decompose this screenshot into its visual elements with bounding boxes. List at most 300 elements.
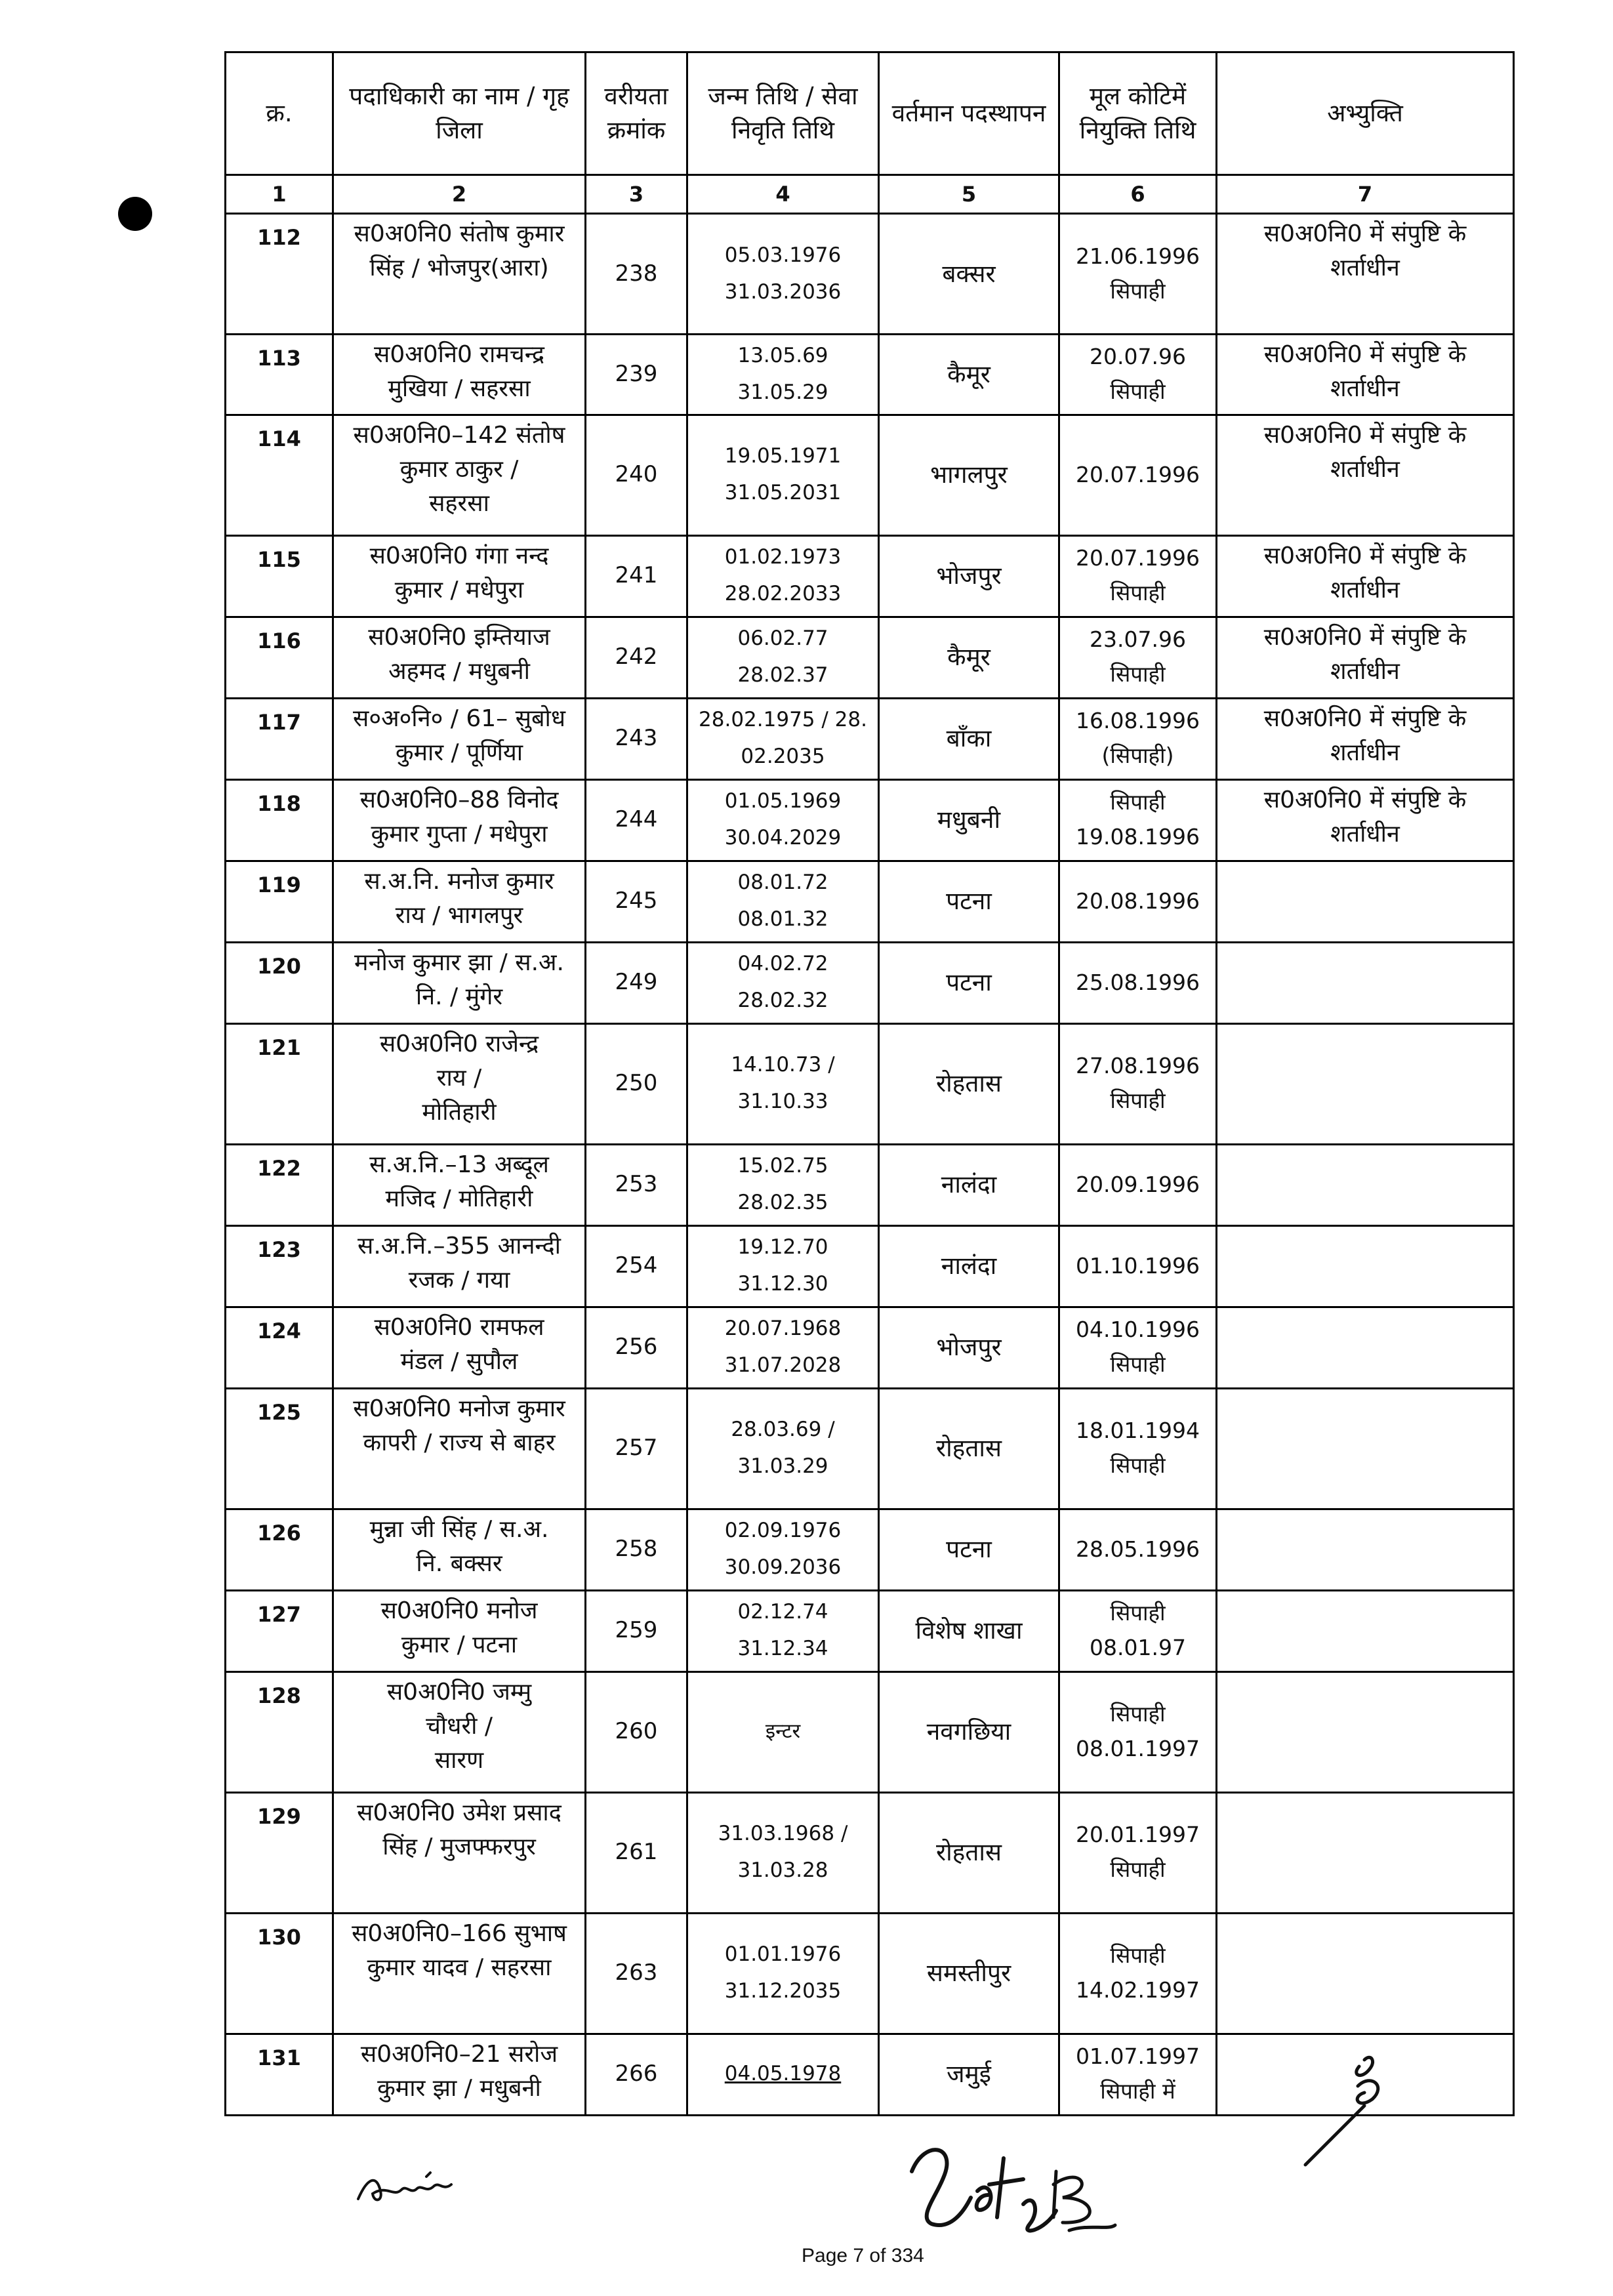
table-row <box>226 1388 1514 1509</box>
serial-number-line: 117 <box>257 709 301 735</box>
officer-name-line: सहरसा <box>429 489 489 517</box>
officer-name <box>333 1388 586 1509</box>
remark <box>1217 214 1514 335</box>
serial-number <box>226 1307 333 1388</box>
appointment-date-line: सिपाही <box>1110 1856 1166 1883</box>
serial-number <box>226 1144 333 1225</box>
dob-retirement-line: 28.02.1975 / 28. <box>699 708 867 732</box>
seniority-number <box>586 535 687 617</box>
col-header-seniority: वरीयता क्रमांक <box>586 52 687 175</box>
dob-retirement-line: 13.05.69 <box>737 344 828 367</box>
seniority-number-line: 259 <box>615 1617 658 1644</box>
serial-number-line: 119 <box>257 872 301 897</box>
remark <box>1217 1023 1514 1144</box>
current-posting <box>879 698 1059 779</box>
appointment-date-line: सिपाही <box>1110 580 1166 606</box>
officer-name-line: चौधरी / <box>426 1712 493 1740</box>
seniority-number-line: 256 <box>615 1334 658 1361</box>
officer-name-line: स0अ0नि0 मनोज <box>380 1597 538 1624</box>
seniority-number-line: 238 <box>615 260 658 287</box>
appointment-date <box>1059 1307 1217 1388</box>
seniority-number <box>586 335 687 415</box>
appointment-date-line: 04.10.1996 <box>1076 1317 1200 1343</box>
current-posting-line: रोहतास <box>935 1838 1002 1867</box>
current-posting-line: कैमूर <box>947 359 990 388</box>
appointment-date-line: 25.08.1996 <box>1076 969 1200 995</box>
serial-number <box>226 942 333 1023</box>
officer-name-line: स0अ0नि0 गंगा नन्द <box>369 542 549 569</box>
appointment-date-line: 21.06.1996 <box>1076 243 1200 269</box>
serial-number-line: 130 <box>257 1924 301 1950</box>
officer-name-line: सिंह / मुजफ्फरपुर <box>382 1833 536 1860</box>
dob-retirement-line: 20.07.1968 <box>724 1317 842 1341</box>
serial-number-line: 118 <box>257 790 301 816</box>
dob-retirement-line: 28.02.37 <box>737 663 828 687</box>
current-posting <box>879 1023 1059 1144</box>
remark <box>1217 698 1514 779</box>
col-number: 7 <box>1217 175 1514 214</box>
current-posting-line: भोजपुर <box>936 562 1002 590</box>
serial-number <box>226 1671 333 1792</box>
seniority-number <box>586 942 687 1023</box>
current-posting-line: नवगछिया <box>926 1717 1011 1746</box>
col-number: 4 <box>687 175 879 214</box>
dob-retirement-line: 31.10.33 <box>737 1090 828 1114</box>
serial-number-line: 123 <box>257 1237 301 1262</box>
officer-name-line: मंडल / सुपौल <box>400 1347 518 1375</box>
serial-number <box>226 1023 333 1144</box>
col-number: 3 <box>586 175 687 214</box>
appointment-date-line: 23.07.96 <box>1090 626 1186 653</box>
seniority-number <box>586 1792 687 1913</box>
dob-retirement <box>687 1144 879 1225</box>
appointment-date-line: सिपाही <box>1110 789 1166 815</box>
appointment-date-line: 20.01.1997 <box>1076 1822 1200 1848</box>
current-posting-line: नालंदा <box>941 1170 997 1199</box>
seniority-number <box>586 1225 687 1307</box>
seniority-number <box>586 1388 687 1509</box>
appointment-date <box>1059 1388 1217 1509</box>
seniority-number <box>586 779 687 861</box>
dob-retirement-line: 19.12.70 <box>737 1235 828 1260</box>
col-header-name: पदाधिकारी का नाम / गृह जिला <box>333 52 586 175</box>
dob-retirement-line: 31.12.34 <box>737 1637 828 1661</box>
remark <box>1217 617 1514 698</box>
serial-number <box>226 2034 333 2115</box>
dob-retirement-line: 04.05.1978 <box>724 2062 842 2086</box>
dob-retirement <box>687 1671 879 1792</box>
appointment-date-line: सिपाही <box>1110 1701 1166 1727</box>
dob-retirement <box>687 698 879 779</box>
dob-retirement <box>687 1509 879 1590</box>
officer-name-line: स0अ0नि0 रामचन्द्र <box>374 341 544 368</box>
serial-number <box>226 1225 333 1307</box>
dob-retirement <box>687 535 879 617</box>
officer-name-line: स.अ.नि.–13 अब्दूल <box>369 1151 549 1178</box>
remark-line: शर्ताधीन <box>1330 657 1400 685</box>
officer-name-line: कुमार गुप्ता / मधेपुरा <box>371 820 548 848</box>
seniority-number <box>586 698 687 779</box>
officer-name-line: स0अ0नि0 इम्तियाज <box>368 623 550 651</box>
current-posting <box>879 861 1059 942</box>
current-posting <box>879 617 1059 698</box>
dob-retirement <box>687 1388 879 1509</box>
col-header-appointment: मूल कोटिमें नियुक्ति तिथि <box>1059 52 1217 175</box>
remark-line: स0अ0नि0 में संपुष्टि के <box>1263 341 1467 368</box>
dob-retirement <box>687 1792 879 1913</box>
serial-number <box>226 698 333 779</box>
remark-line: स0अ0नि0 में संपुष्टि के <box>1263 705 1467 732</box>
current-posting-line: बाँका <box>946 724 992 753</box>
serial-number <box>226 1913 333 2034</box>
dob-retirement-line: 06.02.77 <box>737 626 828 651</box>
serial-number-line: 122 <box>257 1155 301 1181</box>
officer-name-line: मोतिहारी <box>422 1098 497 1126</box>
officer-name-line: कुमार यादव / सहरसा <box>367 1954 552 1981</box>
dob-retirement-line: 14.10.73 / <box>731 1053 835 1077</box>
appointment-date <box>1059 535 1217 617</box>
appointment-date <box>1059 1023 1217 1144</box>
seniority-number-line: 263 <box>615 1959 658 1986</box>
current-posting-line: विशेष शाखा <box>915 1616 1023 1645</box>
current-posting <box>879 2034 1059 2115</box>
officer-name <box>333 1671 586 1792</box>
serial-number-line: 126 <box>257 1520 301 1546</box>
table-row <box>226 1307 1514 1388</box>
current-posting-line: मधुबनी <box>937 806 1001 834</box>
dob-retirement-line: 30.04.2029 <box>724 826 842 850</box>
current-posting <box>879 214 1059 335</box>
officer-name <box>333 779 586 861</box>
seniority-number-line: 245 <box>615 888 658 914</box>
current-posting <box>879 1307 1059 1388</box>
dob-retirement <box>687 1225 879 1307</box>
appointment-date-line: सिपाही <box>1110 1600 1166 1626</box>
serial-number-line: 121 <box>257 1035 301 1060</box>
table-row <box>226 698 1514 779</box>
appointment-date-line: 14.02.1997 <box>1076 1977 1200 2003</box>
current-posting-line: पटना <box>946 887 992 916</box>
seniority-number-line: 257 <box>615 1435 658 1462</box>
seniority-number-line: 253 <box>615 1171 658 1198</box>
appointment-date-line: 08.01.1997 <box>1076 1736 1200 1762</box>
current-posting <box>879 1388 1059 1509</box>
dob-retirement-line: 31.12.30 <box>737 1272 828 1296</box>
officer-name <box>333 617 586 698</box>
appointment-date-line: 01.07.1997 <box>1076 2043 1200 2070</box>
header-row <box>226 52 1514 175</box>
current-posting <box>879 1509 1059 1590</box>
serial-number-line: 125 <box>257 1399 301 1425</box>
signature-right <box>1299 2047 1397 2171</box>
seniority-number-line: 261 <box>615 1839 658 1866</box>
officer-name-line: कुमार झा / मधुबनी <box>377 2074 541 2102</box>
column-number-row <box>226 175 1514 214</box>
current-posting <box>879 779 1059 861</box>
dob-retirement-line: 01.05.1969 <box>724 789 842 813</box>
seniority-number <box>586 415 687 535</box>
officer-name <box>333 698 586 779</box>
dob-retirement <box>687 335 879 415</box>
seniority-number <box>586 1307 687 1388</box>
officer-name <box>333 1023 586 1144</box>
officer-name-line: सिंह / भोजपुर(आरा) <box>369 255 549 282</box>
current-posting <box>879 1671 1059 1792</box>
appointment-date <box>1059 617 1217 698</box>
officer-name-line: राय / <box>436 1064 482 1092</box>
remark <box>1217 861 1514 942</box>
appointment-date-line: सिपाही में <box>1100 2078 1175 2104</box>
appointment-date-line: 20.08.1996 <box>1076 888 1200 914</box>
serial-number <box>226 214 333 335</box>
seniority-number <box>586 2034 687 2115</box>
seniority-number-line: 250 <box>615 1070 658 1097</box>
appointment-date-line: सिपाही <box>1110 1942 1166 1969</box>
appointment-date-line: सिपाही <box>1110 661 1166 687</box>
remark <box>1217 942 1514 1023</box>
table-row <box>226 861 1514 942</box>
table-row <box>226 214 1514 335</box>
table-row <box>226 1144 1514 1225</box>
appointment-date-line: 18.01.1994 <box>1076 1418 1200 1444</box>
serial-number-line: 112 <box>257 225 301 250</box>
col-number: 6 <box>1059 175 1217 214</box>
dob-retirement-line: 02.2035 <box>741 745 825 769</box>
table-row <box>226 1509 1514 1590</box>
dob-retirement-line: 01.01.1976 <box>724 1942 842 1967</box>
officer-name-line: स0अ0नि0 संतोष कुमार <box>354 220 565 247</box>
officer-name-line: सारण <box>434 1746 484 1774</box>
appointment-date <box>1059 415 1217 535</box>
dob-retirement-line: 31.05.29 <box>737 380 828 404</box>
dob-retirement-line: 28.02.32 <box>737 989 828 1013</box>
officer-name-line: स०अ०नि० / 61– सुबोध <box>353 705 565 732</box>
officer-name <box>333 1144 586 1225</box>
officer-name-line: नि. / मुंगेर <box>415 983 503 1010</box>
dob-retirement <box>687 942 879 1023</box>
dob-retirement-line: 01.02.1973 <box>724 545 842 569</box>
officer-name-line: कुमार / मधेपुरा <box>394 576 524 604</box>
remark-line: शर्ताधीन <box>1330 739 1400 766</box>
officer-name-line: स0अ0नि0 रामफल <box>374 1313 544 1341</box>
appointment-date <box>1059 942 1217 1023</box>
table-row <box>226 779 1514 861</box>
dob-retirement-line: 31.03.1968 / <box>718 1822 848 1846</box>
remark-line: शर्ताधीन <box>1330 820 1400 848</box>
officer-name-line: कुमार / पूर्णिया <box>395 739 523 766</box>
appointment-date-line: 20.09.1996 <box>1076 1171 1200 1197</box>
serial-number-line: 115 <box>257 546 301 572</box>
appointment-date-line: 20.07.1996 <box>1076 461 1200 487</box>
officer-name-line: अहमद / मधुबनी <box>388 657 530 685</box>
dob-retirement-line: 02.09.1976 <box>724 1519 842 1543</box>
dob-retirement-line: 04.02.72 <box>737 952 828 976</box>
dob-retirement <box>687 1913 879 2034</box>
col-header-serial: क्र. <box>226 52 333 175</box>
officer-name-line: मुखिया / सहरसा <box>388 375 531 403</box>
officer-name <box>333 535 586 617</box>
officer-name-line: कापरी / राज्य से बाहर <box>363 1429 556 1456</box>
seniority-number <box>586 1590 687 1671</box>
appointment-date-line: 01.10.1996 <box>1076 1252 1200 1279</box>
current-posting-line: रोहतास <box>935 1434 1002 1463</box>
current-posting-line: बक्सर <box>942 259 996 288</box>
appointment-date <box>1059 2034 1217 2115</box>
appointment-date <box>1059 1509 1217 1590</box>
dob-retirement <box>687 214 879 335</box>
officer-name <box>333 2034 586 2115</box>
officer-name <box>333 1225 586 1307</box>
current-posting <box>879 335 1059 415</box>
officer-name-line: नि. बक्सर <box>416 1549 502 1577</box>
officer-name-line: स.अ.नि.–355 आनन्दी <box>357 1232 561 1260</box>
seniority-number <box>586 1144 687 1225</box>
appointment-date-line: 08.01.97 <box>1090 1635 1186 1661</box>
seniority-number-line: 241 <box>615 562 658 589</box>
current-posting-line: पटना <box>946 1535 992 1564</box>
seniority-number <box>586 617 687 698</box>
remark <box>1217 415 1514 535</box>
remark-line: स0अ0नि0 में संपुष्टि के <box>1263 623 1467 651</box>
remark <box>1217 779 1514 861</box>
col-header-posting: वर्तमान पदस्थापन <box>879 52 1059 175</box>
current-posting <box>879 1144 1059 1225</box>
officer-name-line: स0अ0नि0 मनोज कुमार <box>353 1395 565 1422</box>
current-posting <box>879 1225 1059 1307</box>
remark-line: स0अ0नि0 में संपुष्टि के <box>1263 421 1467 449</box>
remark-line: स0अ0नि0 में संपुष्टि के <box>1263 542 1467 569</box>
appointment-date-line: 28.05.1996 <box>1076 1536 1200 1562</box>
serial-number <box>226 861 333 942</box>
appointment-date-line: 20.07.96 <box>1090 344 1186 369</box>
officer-name-line: स0अ0नि0–166 सुभाष <box>352 1919 567 1947</box>
current-posting-line: भोजपुर <box>936 1333 1002 1362</box>
punch-hole-mark <box>118 197 152 231</box>
appointment-date <box>1059 1792 1217 1913</box>
dob-retirement-line: 31.12.2035 <box>724 1979 842 2003</box>
current-posting-line: नालंदा <box>941 1252 997 1281</box>
officer-name <box>333 1509 586 1590</box>
dob-retirement-line: 05.03.1976 <box>724 243 842 267</box>
appointment-date-line: 27.08.1996 <box>1076 1053 1200 1079</box>
dob-retirement-line: 31.03.2036 <box>724 279 842 304</box>
appointment-date-line: सिपाही <box>1110 1088 1166 1114</box>
serial-number-line: 127 <box>257 1601 301 1627</box>
table-row <box>226 535 1514 617</box>
serial-number-line: 113 <box>257 346 301 371</box>
serial-number-line: 124 <box>257 1318 301 1343</box>
seniority-number-line: 266 <box>615 2060 658 2087</box>
appointment-date <box>1059 214 1217 335</box>
seniority-number-line: 260 <box>615 1718 658 1745</box>
remark <box>1217 335 1514 415</box>
table-row <box>226 1590 1514 1671</box>
serial-number <box>226 535 333 617</box>
table-row <box>226 1913 1514 2034</box>
current-posting-line: कैमूर <box>947 643 990 672</box>
officer-name <box>333 942 586 1023</box>
dob-retirement-line: 02.12.74 <box>737 1600 828 1624</box>
current-posting <box>879 1913 1059 2034</box>
dob-retirement-line: 08.01.72 08.01.32 <box>737 871 828 932</box>
serial-number-line: 128 <box>257 1683 301 1708</box>
dob-retirement-line: 31.05.2031 <box>724 481 842 505</box>
appointment-date-line: सिपाही <box>1110 277 1166 304</box>
serial-number <box>226 617 333 698</box>
seniority-number-line: 240 <box>615 461 658 488</box>
appointment-date <box>1059 861 1217 942</box>
seniority-number-line: 254 <box>615 1252 658 1279</box>
officer-name <box>333 335 586 415</box>
remark-line: स0अ0नि0 में संपुष्टि के <box>1263 786 1467 813</box>
current-posting-line: समस्तीपुर <box>926 1959 1011 1988</box>
appointment-date <box>1059 698 1217 779</box>
officer-name-line: मजिद / मोतिहारी <box>385 1185 533 1212</box>
col-number: 5 <box>879 175 1059 214</box>
officer-name-line: राय / भागलपुर <box>395 901 523 929</box>
dob-retirement <box>687 779 879 861</box>
officer-name-line: कुमार / पटना <box>401 1631 518 1658</box>
officer-name <box>333 214 586 335</box>
remark-line: शर्ताधीन <box>1330 455 1400 483</box>
dob-retirement <box>687 2034 879 2115</box>
officer-name-line: मनोज कुमार झा / स.अ. <box>354 949 564 976</box>
officer-name <box>333 415 586 535</box>
serial-number-line: 116 <box>257 628 301 653</box>
col-number: 1 <box>226 175 333 214</box>
remark <box>1217 1509 1514 1590</box>
col-header-remark: अभ्युक्ति <box>1217 52 1514 175</box>
seniority-number <box>586 214 687 335</box>
dob-retirement-line: 19.05.1971 <box>724 444 842 468</box>
table-row <box>226 942 1514 1023</box>
appointment-date-line: सिपाही <box>1110 1351 1166 1378</box>
current-posting <box>879 535 1059 617</box>
appointment-date-line: (सिपाही) <box>1101 743 1174 769</box>
remark <box>1217 1307 1514 1388</box>
officer-name-line: स.अ.नि. मनोज कुमार <box>364 867 554 895</box>
dob-retirement <box>687 1590 879 1671</box>
dob-retirement-line: इन्टर <box>765 1719 801 1744</box>
appointment-date <box>1059 1590 1217 1671</box>
appointment-date-line: सिपाही <box>1110 1452 1166 1479</box>
table-row <box>226 1792 1514 1913</box>
dob-retirement-line: 31.03.28 <box>737 1858 828 1883</box>
officer-name <box>333 861 586 942</box>
officer-name-line: कुमार ठाकुर / <box>399 455 519 483</box>
appointment-date <box>1059 1913 1217 2034</box>
table-row <box>226 335 1514 415</box>
seniority-number-line: 239 <box>615 361 658 388</box>
officer-name-line: स0अ0नि0–21 सरोज <box>360 2040 558 2068</box>
appointment-date-line: 20.07.1996 <box>1076 545 1200 571</box>
page-number: Page 7 of 334 <box>802 2245 924 2266</box>
current-posting-line: रोहतास <box>935 1069 1002 1098</box>
current-posting <box>879 415 1059 535</box>
table-row <box>226 1225 1514 1307</box>
remark <box>1217 1388 1514 1509</box>
remark <box>1217 1590 1514 1671</box>
serial-number-line: 129 <box>257 1803 301 1829</box>
dob-retirement-line: 28.03.69 / <box>731 1418 835 1442</box>
remark-line: शर्ताधीन <box>1330 576 1400 604</box>
signature-left <box>354 2165 466 2211</box>
current-posting-line: पटना <box>946 968 992 997</box>
seniority-number <box>586 1671 687 1792</box>
appointment-date <box>1059 335 1217 415</box>
officer-name <box>333 1590 586 1671</box>
table-row <box>226 1671 1514 1792</box>
